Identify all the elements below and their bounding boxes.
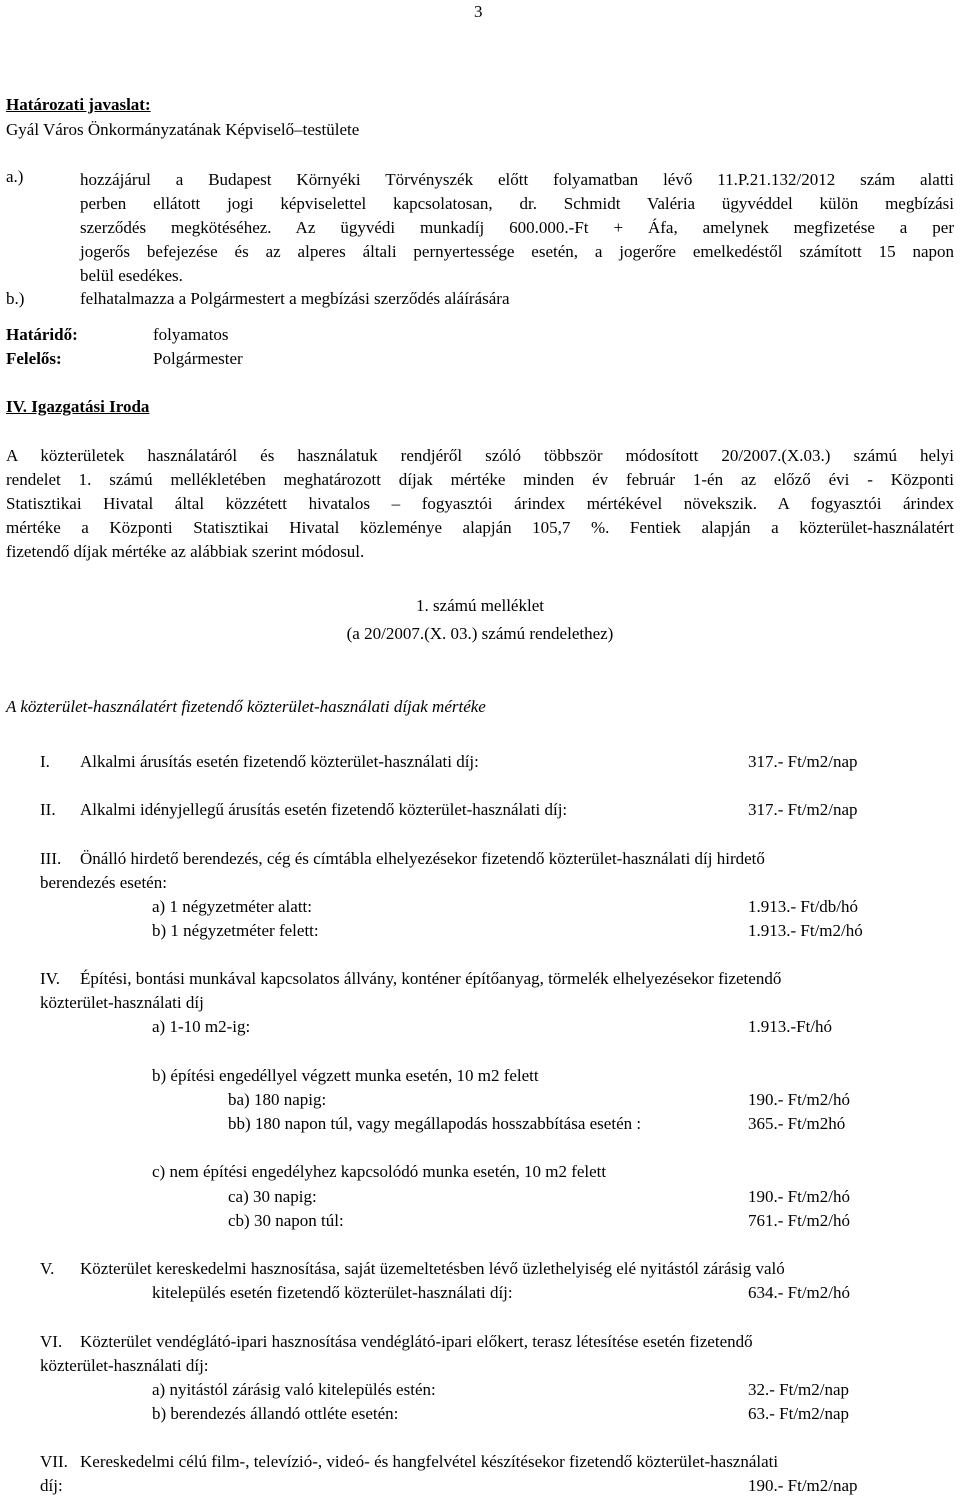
- fee-III-number: III.: [40, 849, 62, 868]
- fee-IV-line2: közterület-használati díj: [40, 993, 204, 1012]
- deadline-label: Határidő:: [6, 325, 78, 344]
- fee-I-text: Alkalmi árusítás esetén fizetendő közterület-használati díj:: [80, 752, 479, 771]
- fee-IV-line1: Építési, bontási munkával kapcsolatos állvány, konténer építőanyag, törmelék elhelyezésekor fizetendő: [80, 969, 782, 988]
- fee-V-line2: kitelepülés esetén fizetendő közterület-használati díj:: [152, 1283, 513, 1302]
- fee-II-number: II.: [40, 800, 56, 819]
- fee-VII-number: VII.: [40, 1452, 68, 1471]
- fee-I-number: I.: [40, 752, 50, 771]
- item-b-text: felhatalmazza a Polgármestert a megbízási szerződés aláírására: [80, 289, 510, 308]
- annex-title-2: (a 20/2007.(X. 03.) számú rendelethez): [346, 624, 614, 643]
- page-number: 3: [474, 2, 483, 21]
- fee-IV-ba-price: 190.- Ft/m2/hó: [748, 1090, 851, 1109]
- fee-VI-b-text: b) berendezés állandó ottléte esetén:: [152, 1404, 399, 1423]
- fee-IV-cb-price: 761.- Ft/m2/hó: [748, 1211, 851, 1230]
- proposal-body: Gyál Város Önkormányzatának Képviselő–testülete: [6, 120, 360, 139]
- fee-IV-ca-text: ca) 30 napig:: [228, 1187, 317, 1206]
- fee-II-text: Alkalmi idényjellegű árusítás esetén fizetendő közterület-használati díj:: [80, 800, 568, 819]
- fee-IV-bb-price: 365.- Ft/m2hó: [748, 1114, 846, 1133]
- fee-IV-a-price: 1.913.-Ft/hó: [748, 1017, 833, 1036]
- fee-III-b-price: 1.913.- Ft/m2/hó: [748, 921, 863, 940]
- fee-VI-a-text: a) nyitástól zárásig való kitelepülés estén:: [152, 1380, 436, 1399]
- fee-III-line2: berendezés esetén:: [40, 873, 167, 892]
- fee-IV-c-text: c) nem építési engedélyhez kapcsolódó munka esetén, 10 m2 felett: [152, 1162, 607, 1181]
- fee-IV-a-text: a) 1-10 m2-ig:: [152, 1017, 251, 1036]
- fee-VI-a-price: 32.- Ft/m2/nap: [748, 1380, 850, 1399]
- fee-VI-line1: Közterület vendéglátó-ipari hasznosítása vendéglátó-ipari előkert, terasz létesítése esetén fizetendő: [80, 1332, 753, 1351]
- deadline-value: folyamatos: [153, 325, 229, 344]
- fee-V-line1: Közterület kereskedelmi hasznosítása, saját üzemeltetésben lévő üzlethelyiség elé nyitástól zárásig való: [80, 1259, 785, 1278]
- fee-IV-cb-text: cb) 30 napon túl:: [228, 1211, 344, 1230]
- fee-VI-b-price: 63.- Ft/m2/nap: [748, 1404, 850, 1423]
- item-b-marker: b.): [6, 289, 25, 308]
- fee-IV-ca-price: 190.- Ft/m2/hó: [748, 1187, 851, 1206]
- fee-II-price: 317.- Ft/m2/nap: [748, 800, 858, 819]
- fee-VII-line1: Kereskedelmi célú film-, televízió-, videó- és hangfelvétel készítésekor fizetendő közterület-használati: [80, 1452, 779, 1471]
- fee-VII-line2: díj:: [40, 1476, 63, 1495]
- fee-III-a-text: a) 1 négyzetméter alatt:: [152, 897, 312, 916]
- fee-III-b-text: b) 1 négyzetméter felett:: [152, 921, 319, 940]
- fee-I-price: 317.- Ft/m2/nap: [748, 752, 858, 771]
- section-paragraph: A közterületek használatáról és használatuk rendjéről szóló többször módosított 20/2007.(X.03.) számú helyi rendelet 1. számú mellékletében meghatározott díjak mértéke minden év február 1-én az előző évi - Központi Statisztikai Hivatal által közzétett hivatalos – fogyasztói árindex mértékével növekszik. A fogyasztói árindex mértéke a Központi Statisztikai Hivatal közleménye alapján 105,7 %. Fentiek alapján a közterület-használatért fizetendő díjak mértéke az alábbiak szerint módosul.: [6, 446, 954, 561]
- responsible-value: Polgármester: [153, 349, 243, 368]
- section-heading: IV. Igazgatási Iroda: [6, 397, 150, 416]
- proposal-heading: Határozati javaslat:: [6, 95, 151, 114]
- fee-III-line1: Önálló hirdető berendezés, cég és címtábla elhelyezésekor fizetendő közterület-használati díj hirdető: [80, 849, 765, 868]
- annex-subtitle: A közterület-használatért fizetendő közterület-használati díjak mértéke: [6, 697, 486, 716]
- fee-V-number: V.: [40, 1259, 55, 1278]
- fee-IV-b-text: b) építési engedéllyel végzett munka esetén, 10 m2 felett: [152, 1066, 539, 1085]
- fee-VII-price: 190.- Ft/m2/nap: [748, 1476, 858, 1495]
- fee-V-price: 634.- Ft/m2/hó: [748, 1283, 851, 1302]
- fee-VI-line2: közterület-használati díj:: [40, 1356, 209, 1375]
- fee-VI-number: VI.: [40, 1332, 63, 1351]
- fee-IV-ba-text: ba) 180 napig:: [228, 1090, 327, 1109]
- fee-IV-number: IV.: [40, 969, 60, 988]
- item-a-marker: a.): [6, 167, 24, 186]
- responsible-label: Felelős:: [6, 349, 62, 368]
- item-a-text: hozzájárul a Budapest Környéki Törvényszék előtt folyamatban lévő 11.P.21.132/2012 szám alatti perben ellátott jogi képviselettel kapcsolatosan, dr. Schmidt Valéria ügyvéddel külön megbízási szerződés megkötéséhez. Az ügyvédi munkadíj 600.000.-Ft + Áfa, amelynek megfizetése a per jogerős befejezése és az alperes általi pernyertessége esetén, a jogerőre emelkedéstől számított 15 napon belül esedékes.: [80, 170, 954, 285]
- fee-III-a-price: 1.913.- Ft/db/hó: [748, 897, 859, 916]
- annex-title-1: 1. számú melléklet: [416, 596, 544, 615]
- fee-IV-bb-text: bb) 180 napon túl, vagy megállapodás hosszabbítása esetén :: [228, 1114, 642, 1133]
